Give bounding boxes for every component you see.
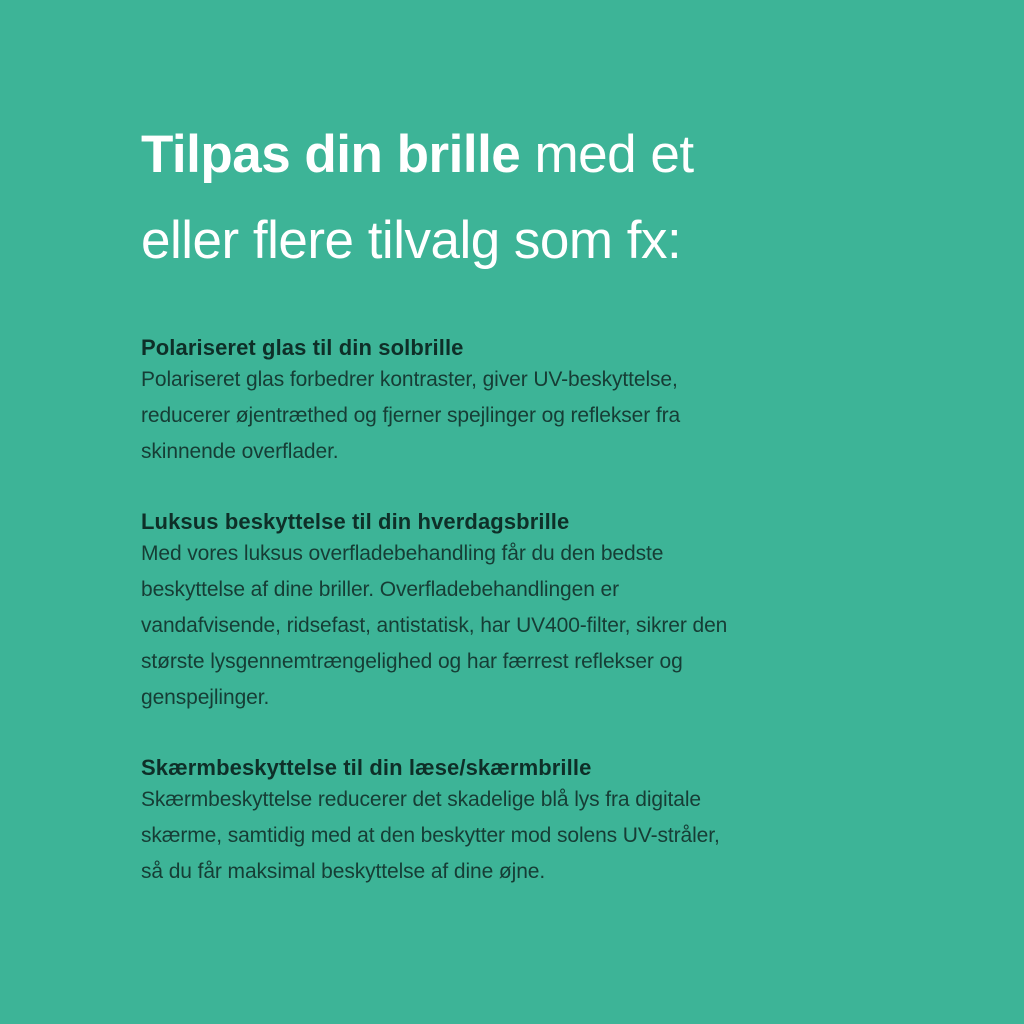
description-line: skinnende overflader. xyxy=(141,440,339,463)
options-list xyxy=(141,334,941,890)
description-line: beskyttelse af dine briller. Overfladebehandlingen er xyxy=(141,578,619,601)
description-line: så du får maksimal beskyttelse af dine øjne. xyxy=(141,860,546,883)
option-title: Polariseret glas til din solbrille xyxy=(141,335,464,360)
description-line: største lysgennemtrængelighed og har færrest reflekser og xyxy=(141,650,683,673)
content-block xyxy=(141,112,941,890)
description-line: Skærmbeskyttelse reducerer det skadelige blå lys fra digitale xyxy=(141,788,701,811)
option-title: Skærmbeskyttelse til din læse/skærmbrille xyxy=(141,755,592,780)
option-description xyxy=(141,782,941,890)
description-line: Med vores luksus overfladebehandling får du den bedste xyxy=(141,542,664,565)
option-description xyxy=(141,362,941,470)
option-description xyxy=(141,536,941,716)
headline xyxy=(141,112,941,284)
description-line: skærme, samtidig med at den beskytter mod solens UV-stråler, xyxy=(141,824,720,847)
option-title: Luksus beskyttelse til din hverdagsbrille xyxy=(141,509,570,534)
option-screen-protection xyxy=(141,754,941,890)
headline-bold-text: Tilpas din brille xyxy=(141,125,521,184)
description-line: genspejlinger. xyxy=(141,686,270,709)
option-luxury-protection xyxy=(141,508,941,716)
headline-line2: eller flere tilvalg som fx: xyxy=(141,211,682,270)
headline-line1-rest: med et xyxy=(534,125,694,184)
description-line: Polariseret glas forbedrer kontraster, giver UV-beskyttelse, xyxy=(141,368,678,391)
description-line: vandafvisende, ridsefast, antistatisk, har UV400-filter, sikrer den xyxy=(141,614,728,637)
option-polarized xyxy=(141,334,941,470)
description-line: reducerer øjentræthed og fjerner spejlinger og reflekser fra xyxy=(141,404,681,427)
